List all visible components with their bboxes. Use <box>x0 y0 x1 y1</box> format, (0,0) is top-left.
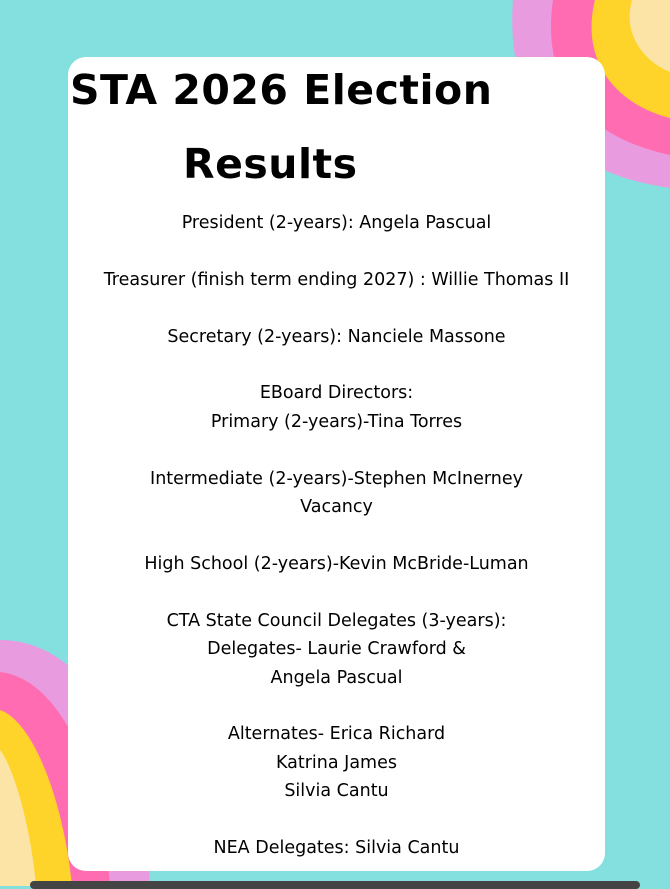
page-title: STA 2026 Election <box>70 66 493 114</box>
bottom-edge-bar <box>30 881 640 889</box>
result-high-school-director: High School (2-years)-Kevin McBride-Luman <box>144 554 529 574</box>
alternates-line: Alternates- Erica Richard <box>227 724 446 744</box>
alternate-name-2: Silvia Cantu <box>284 781 389 801</box>
cta-delegates-names: Delegates- Laurie Crawford & <box>207 639 466 659</box>
result-secretary: Secretary (2-years): Nanciele Massone <box>167 327 506 347</box>
cta-delegates-names-cont: Angela Pascual <box>270 668 403 688</box>
page-title-results: Results <box>183 140 358 188</box>
result-treasurer: Treasurer (finish term ending 2027) : Willie Thomas II <box>103 270 570 290</box>
eboard-heading: EBoard Directors: <box>259 383 414 403</box>
alternate-name: Katrina James <box>275 753 397 773</box>
result-primary-director: Primary (2-years)-Tina Torres <box>210 412 463 432</box>
result-vacancy: Vacancy <box>300 497 373 517</box>
result-intermediate-director: Intermediate (2-years)-Stephen McInerney <box>150 469 523 489</box>
result-president: President (2-years): Angela Pascual <box>181 213 492 233</box>
cta-delegates-heading: CTA State Council Delegates (3-years): <box>166 611 507 631</box>
nea-delegates: NEA Delegates: Silvia Cantu <box>213 838 460 858</box>
